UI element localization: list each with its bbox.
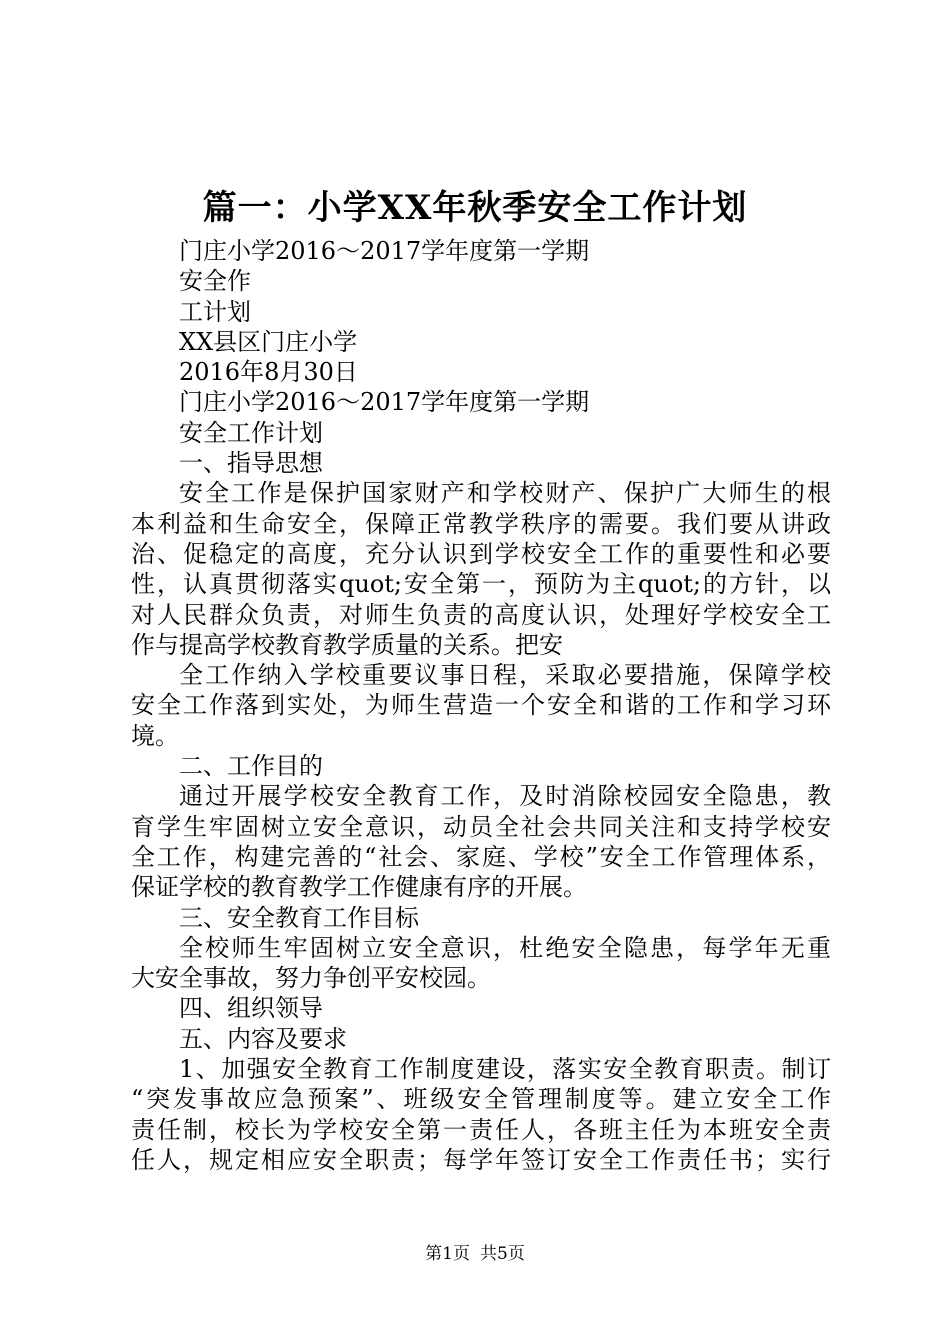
text-line: 责任制，校长为学校安全第一责任人，各班主任为本班安全责 [131, 1115, 831, 1144]
text-line: 对人民群众负责，对师生负责的高度认识，处理好学校安全工 [131, 600, 831, 629]
text-line: 性，认真贯彻落实quot;安全第一，预防为主quot;的方针，以 [131, 570, 831, 599]
text-line: 育学生牢固树立安全意识，动员全社会共同关注和支持学校安 [131, 812, 831, 841]
section-heading: 二、工作目的 [179, 752, 323, 781]
text-line: XX县区门庄小学 [179, 327, 358, 356]
text-line: 工计划 [179, 297, 251, 326]
text-line: 全工作，构建完善的“社会、家庭、学校”安全工作管理体系， [131, 842, 831, 871]
text-line: 境。 [131, 721, 179, 750]
page-number: 第1页 [425, 1244, 470, 1264]
text-line: 本利益和生命安全，保障正常教学秩序的需要。我们要从讲政 [131, 509, 831, 538]
text-line: 安全工作是保护国家财产和学校财产、保护广大师生的根 [179, 479, 831, 508]
text-line: 作与提高学校教育教学质量的关系。把安 [131, 630, 563, 659]
document-title: 篇一：小学XX年秋季安全工作计划 [202, 188, 748, 228]
text-line: “突发事故应急预案”、班级安全管理制度等。建立安全工作 [131, 1085, 831, 1114]
page-total: 共5页 [480, 1244, 525, 1264]
text-line: 1、加强安全教育工作制度建设，落实安全教育职责。制订 [179, 1055, 831, 1084]
text-line: 全校师生牢固树立安全意识，杜绝安全隐患，每学年无重 [179, 933, 831, 962]
text-line: 2016年8月30日 [179, 358, 358, 387]
text-line: 大安全事故，努力争创平安校园。 [131, 964, 491, 993]
text-line: 安全作 [179, 267, 251, 296]
page-footer [0, 1243, 950, 1265]
text-line: 门庄小学2016～2017学年度第一学期 [179, 388, 590, 417]
section-heading: 三、安全教育工作目标 [179, 903, 419, 932]
text-line: 治、促稳定的高度，充分认识到学校安全工作的重要性和必要 [131, 539, 831, 568]
text-line: 保证学校的教育教学工作健康有序的开展。 [131, 873, 587, 902]
text-line: 门庄小学2016～2017学年度第一学期 [179, 237, 590, 265]
text-line: 安全工作计划 [179, 418, 323, 447]
text-line: 全工作纳入学校重要议事日程，采取必要措施，保障学校 [179, 661, 831, 690]
text-line: 任人，规定相应安全职责；每学年签订安全工作责任书；实行 [131, 1145, 831, 1174]
text-line: 通过开展学校安全教育工作，及时消除校园安全隐患，教 [179, 782, 831, 811]
section-heading: 五、内容及要求 [179, 1024, 347, 1053]
section-heading: 四、组织领导 [179, 994, 323, 1023]
text-line: 安全工作落到实处，为师生营造一个安全和谐的工作和学习环 [131, 691, 831, 720]
section-heading: 一、指导思想 [179, 449, 323, 478]
document-body [131, 236, 831, 1175]
